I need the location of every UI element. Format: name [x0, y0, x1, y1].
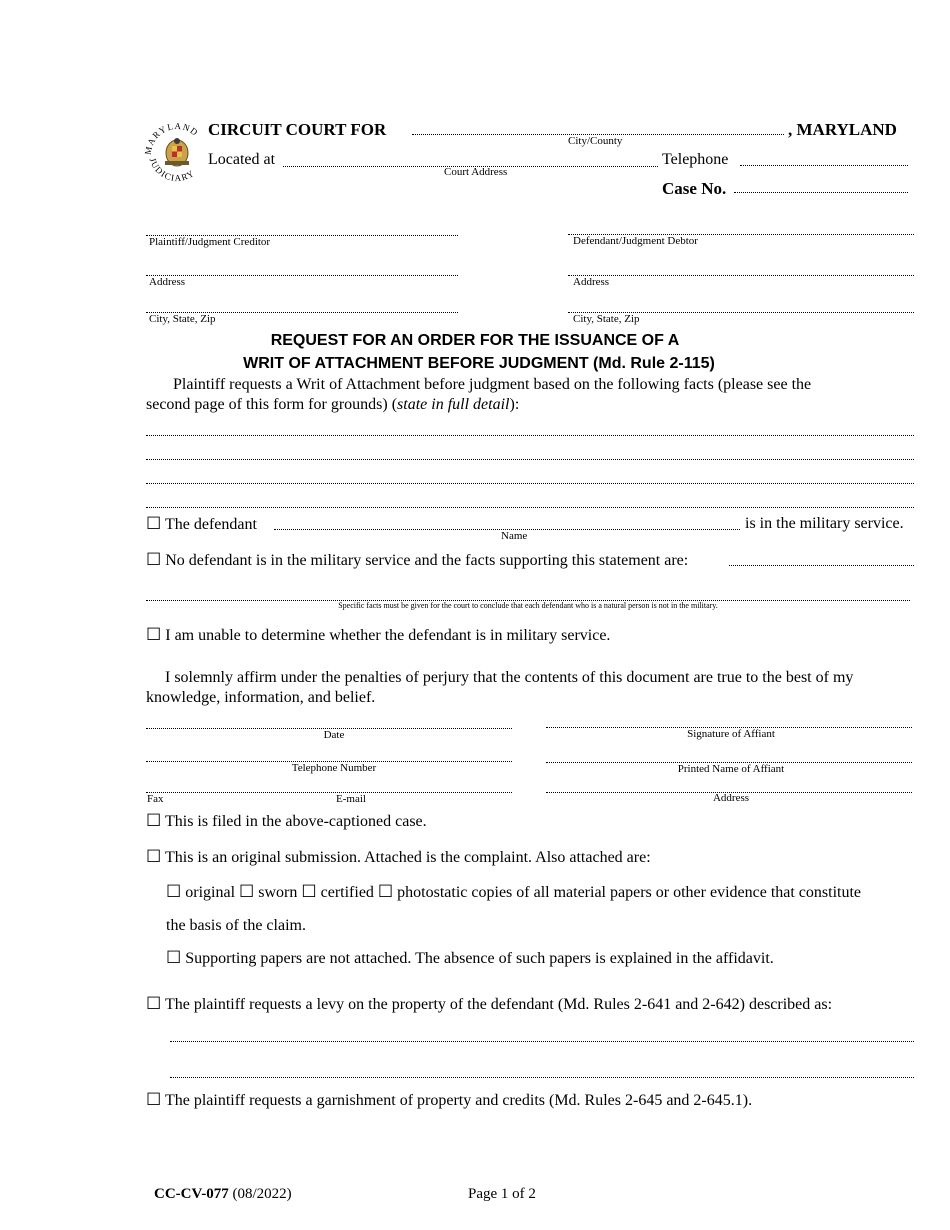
original-copy-label: original [185, 884, 236, 901]
facts-line-4[interactable] [146, 507, 914, 508]
levy-checkbox[interactable]: ☐ [146, 994, 162, 1013]
military-defendant-prefix: The defendant [164, 516, 257, 533]
form-title-line1: REQUEST FOR AN ORDER FOR THE ISSUANCE OF A [270, 332, 680, 349]
defendant-address-caption: Address [573, 276, 610, 288]
levy-description-line-2[interactable] [170, 1077, 914, 1078]
defendant-city-caption: City, State, Zip [573, 313, 640, 325]
fax-caption: Fax [147, 793, 164, 805]
city-county-caption: City/County [568, 135, 623, 147]
copies-line2: the basis of the claim. [166, 917, 306, 934]
photostatic-copy-checkbox[interactable]: ☐ [377, 882, 394, 901]
facts-line-1[interactable] [146, 435, 914, 436]
no-military-text: No defendant is in the military service and the facts supporting this statement are: [165, 552, 689, 569]
sworn-copy-checkbox[interactable]: ☐ [239, 882, 255, 901]
maryland-judiciary-seal [143, 115, 211, 187]
plaintiff-caption: Plaintiff/Judgment Creditor [149, 236, 271, 248]
affiant-address-caption: Address [712, 792, 750, 804]
facts-line-3[interactable] [146, 483, 914, 484]
military-defendant-checkbox[interactable]: ☐ [146, 514, 162, 533]
filed-checkbox[interactable]: ☐ [146, 811, 162, 830]
defendant-address-field[interactable] [568, 275, 914, 276]
original-submission-text: This is an original submission. Attached is the complaint. Also attached are: [164, 849, 651, 866]
defendant-caption: Defendant/Judgment Debtor [573, 235, 698, 247]
svg-text:MARYLAND: MARYLAND [143, 120, 201, 156]
no-military-checkbox[interactable]: ☐ [146, 550, 162, 569]
date-caption: Date [323, 729, 345, 741]
affirmation-line2: knowledge, information, and belief. [146, 689, 376, 706]
military-defendant-row [146, 514, 257, 534]
garnishment-text: The plaintiff requests a garnishment of property and credits (Md. Rules 2-645 and 2-645.1). [164, 1092, 753, 1109]
name-caption: Name [501, 530, 528, 542]
levy-description-line-1[interactable] [170, 1041, 914, 1042]
levy-row [146, 994, 832, 1014]
fax-email-field[interactable] [146, 792, 512, 793]
court-address-caption: Court Address [444, 166, 508, 178]
unable-determine-row [146, 625, 610, 645]
state-suffix: , MARYLAND [788, 120, 897, 139]
unable-determine-checkbox[interactable]: ☐ [146, 625, 162, 644]
not-attached-text: Supporting papers are not attached. The absence of such papers is explained in the affidavit. [185, 950, 774, 967]
original-submission-checkbox[interactable]: ☐ [146, 847, 162, 866]
not-attached-row [166, 948, 774, 968]
original-copy-checkbox[interactable]: ☐ [166, 882, 182, 901]
copy-options-row [166, 882, 861, 902]
copies-suffix: copies of all material papers or other evidence that constitute [471, 884, 862, 901]
telephone-label: Telephone [662, 151, 729, 168]
located-label: Located at [208, 151, 276, 168]
plaintiff-city-caption: City, State, Zip [149, 313, 216, 325]
photostatic-copy-label: photostatic [397, 884, 468, 901]
plaintiff-address-caption: Address [149, 276, 186, 288]
form-id: CC-CV-077 (08/2022) [154, 1186, 292, 1202]
filed-text: This is filed in the above-captioned case. [164, 813, 427, 830]
certified-copy-checkbox[interactable]: ☐ [301, 882, 317, 901]
specific-facts-caption: Specific facts must be given for the court to conclude that each defendant who is a natural person is not in the military. [338, 601, 718, 610]
page-number: Page 1 of 2 [468, 1186, 536, 1202]
military-defendant-suffix: is in the military service. [745, 515, 904, 532]
telephone-number-caption: Telephone Number [291, 762, 377, 774]
not-attached-checkbox[interactable]: ☐ [166, 948, 182, 967]
garnishment-row [146, 1090, 752, 1110]
plaintiff-address-field[interactable] [146, 275, 458, 276]
no-military-row [146, 550, 688, 570]
intro-line2: second page of this form for grounds) (state in full detail): [146, 396, 520, 413]
no-military-facts-field-1[interactable] [729, 565, 914, 566]
garnishment-checkbox[interactable]: ☐ [146, 1090, 162, 1109]
svg-text:JUDICIARY: JUDICIARY [147, 156, 197, 184]
levy-text: The plaintiff requests a levy on the property of the defendant (Md. Rules 2-641 and 2-642) described as: [164, 996, 833, 1013]
telephone-field[interactable] [740, 165, 908, 166]
printed-name-caption: Printed Name of Affiant [677, 763, 785, 775]
affirmation-line1: I solemnly affirm under the penalties of perjury that the contents of this document are true to the best of my [165, 669, 854, 686]
original-submission-row [146, 847, 651, 867]
case-no-label: Case No. [662, 179, 727, 198]
certified-copy-label: certified [320, 884, 374, 901]
intro-line1: Plaintiff requests a Writ of Attachment before judgment based on the following facts (please see the [173, 376, 812, 393]
case-no-field[interactable] [734, 192, 908, 193]
signature-caption: Signature of Affiant [687, 728, 775, 740]
unable-determine-text: I am unable to determine whether the defendant is in military service. [165, 627, 611, 644]
facts-line-2[interactable] [146, 459, 914, 460]
sworn-copy-label: sworn [258, 884, 298, 901]
email-caption: E-mail [336, 793, 366, 805]
court-label: CIRCUIT COURT FOR [208, 120, 387, 139]
filed-row [146, 811, 427, 831]
form-title-line2: WRIT OF ATTACHMENT BEFORE JUDGMENT (Md. Rule 2-115) [243, 355, 715, 372]
